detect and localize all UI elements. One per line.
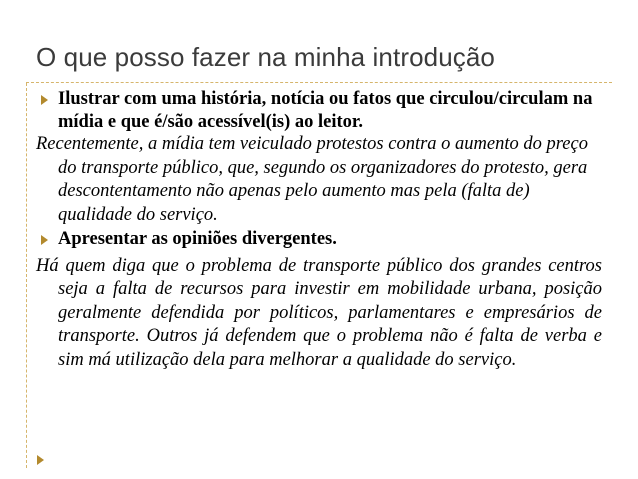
- triangle-arrow-icon: [41, 95, 48, 105]
- left-border: [26, 83, 27, 468]
- title-divider: [26, 82, 612, 83]
- triangle-arrow-icon: [41, 235, 48, 245]
- triangle-arrow-icon: [37, 455, 44, 465]
- example-paragraph-2: Há quem diga que o problema de transporte público dos grandes centros seja a falta de recursos para investir em mobilidade urbana, posição geralmente defendida por políticos, parlamentares e empresários de transporte. Outros já defendem que o problema não é falta de verba e sim má utilização dela para melhorar a qualidade do serviço.: [36, 255, 602, 370]
- slide-title: O que posso fazer na minha introdução: [36, 42, 495, 72]
- bullet-text-2: Apresentar as opiniões divergentes.: [58, 229, 337, 249]
- slide-body: [36, 88, 602, 372]
- bullet-item-1: [36, 88, 602, 133]
- example-paragraph-1: Recentemente, a mídia tem veiculado protestos contra o aumento do preço do transporte público, que, segundo os organizadores do protesto, gera descontentamento não apenas pelo aumento mas pela (falta de) qualidade do serviço.: [36, 134, 588, 225]
- bullet-item-2: [36, 228, 602, 251]
- bullet-text-1: Ilustrar com uma história, notícia ou fatos que circulou/circulam na mídia e que é/são acessível(is) ao leitor.: [58, 89, 593, 132]
